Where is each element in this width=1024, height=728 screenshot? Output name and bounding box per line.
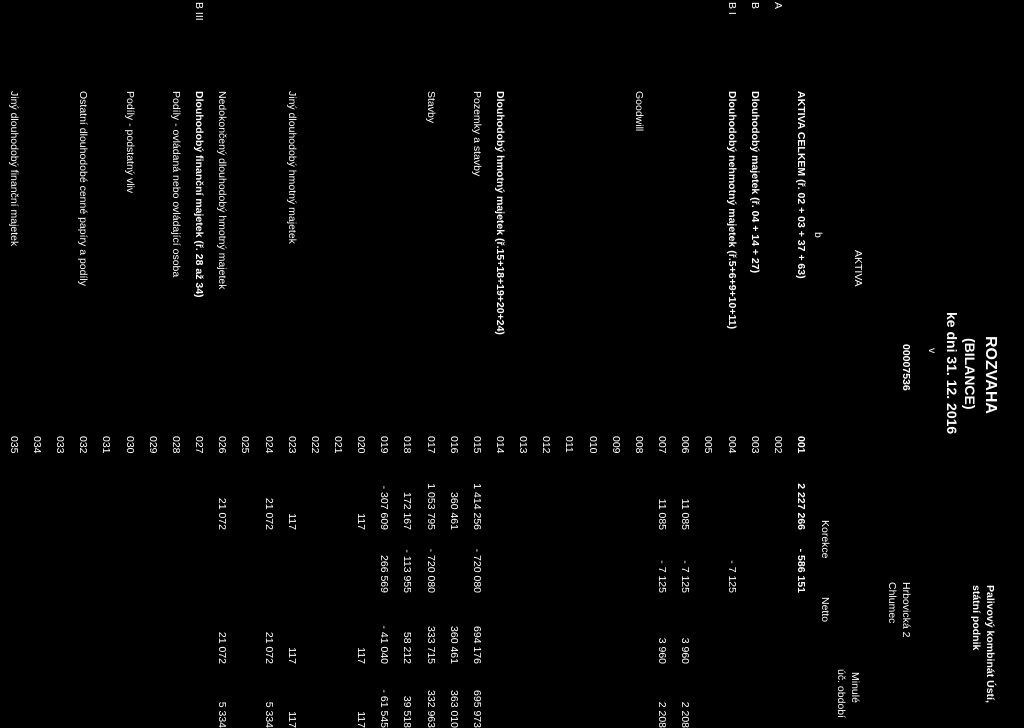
cell-row: 012 (540, 436, 552, 454)
cell-netto: - 41 040 (378, 625, 390, 664)
column-header-aktiva: AKTIVA (852, 250, 864, 287)
cell-row: 016 (448, 436, 460, 454)
cell-label: Ostatní dlouhodobé cenné papíry a podíly (77, 91, 89, 286)
cell-mark: B (749, 2, 761, 10)
cell-label: Pozemky a stavby (471, 91, 483, 177)
cell-netto: 21 072 (263, 631, 275, 664)
cell-minule: 117 (286, 711, 298, 728)
cell-korekce: 266 569 (378, 555, 390, 593)
cell-row: 033 (54, 436, 66, 454)
cell-label: Stavby (425, 91, 437, 124)
cell-row: 015 (471, 436, 483, 454)
company-name-line2: státní podnik (970, 585, 982, 651)
cell-minule: 117 (355, 711, 367, 728)
cell-netto: 58 212 (401, 631, 413, 664)
cell-mark: B III (193, 2, 205, 21)
cell-label: Jiný dlouhodobý hmotný majetek (286, 91, 298, 244)
cell-brutto: 117 (355, 513, 367, 530)
cell-label: Nedokončený dlouhodobý hmotný majetek (216, 91, 228, 290)
cell-minule: 332 963 (425, 690, 437, 728)
cell-row: 008 (633, 436, 645, 454)
cell-minule: 39 518 (401, 695, 413, 728)
column-header-minule-1: Minulé (849, 672, 861, 703)
cell-row: 013 (517, 436, 529, 454)
cell-minule: 363 010 (448, 690, 460, 728)
cell-brutto: 21 072 (263, 497, 275, 530)
cell-row: 025 (239, 436, 251, 454)
cell-row: 005 (702, 436, 714, 454)
cell-minule: 5 334 (216, 701, 228, 728)
cell-row: 022 (309, 436, 321, 454)
cell-brutto: - 307 609 (378, 485, 390, 530)
cell-row: 007 (656, 436, 668, 454)
units-label: v (926, 348, 938, 354)
cell-label: Jiný dlouhodobý finanční majetek (8, 91, 20, 247)
cell-netto: 3 960 (656, 637, 668, 664)
cell-korekce: - 7 125 (679, 560, 691, 593)
cell-label: Dlouhodobý nehmotný majetek (ř.5+6+9+10+11) (726, 91, 738, 330)
cell-row: 031 (100, 436, 112, 454)
cell-row: 026 (216, 436, 228, 454)
company-name-line1: Palivový kombinát Ústí, (984, 585, 996, 703)
document-date: ke dni 31. 12. 2016 (944, 312, 960, 435)
cell-brutto: 1 414 256 (471, 483, 483, 530)
cell-row: 004 (726, 436, 738, 454)
cell-brutto: 11 085 (679, 498, 691, 530)
column-header-netto: Netto (819, 597, 831, 623)
company-address-line1: Hrbovická 2 (900, 582, 912, 638)
company-address-line2: Chlumec (886, 582, 898, 624)
cell-netto: 21 072 (216, 631, 228, 664)
cell-row: 010 (587, 436, 599, 454)
cell-row: 018 (401, 436, 413, 454)
cell-row: 032 (77, 436, 89, 454)
cell-netto: 694 176 (471, 626, 483, 664)
cell-minule: - 61 545 (378, 689, 390, 728)
document-subtitle: (BILANCE) (962, 338, 978, 410)
cell-label: Goodwill (633, 91, 645, 132)
cell-row: 035 (8, 436, 20, 454)
cell-label: AKTIVA CELKEM (ř. 02 + 03 + 37 + 63) (795, 91, 807, 279)
cell-korekce: - 113 955 (401, 549, 413, 593)
cell-mark: B I (726, 2, 738, 15)
cell-minule: 5 334 (263, 701, 275, 728)
cell-mark: A (772, 2, 784, 10)
cell-netto: 3 960 (679, 637, 691, 664)
cell-brutto: 172 167 (401, 492, 413, 530)
cell-korekce: - 720 080 (471, 548, 483, 593)
cell-netto: 360 461 (448, 626, 460, 664)
cell-korekce: - 720 080 (425, 548, 437, 593)
cell-row: 024 (263, 436, 275, 454)
cell-minule: 2 208 (679, 701, 691, 728)
cell-netto: 117 (286, 647, 298, 664)
cell-netto: 333 715 (425, 626, 437, 664)
cell-label: Dlouhodobý finanční majetek (ř. 28 až 34) (193, 91, 205, 298)
cell-row: 003 (749, 436, 761, 454)
cell-row: 002 (772, 436, 784, 454)
cell-label: Dlouhodobý hmotný majetek (ř.15+18+19+20+24) (494, 91, 506, 335)
cell-row: 030 (124, 436, 136, 454)
cell-label: Podíly - podstatný vliv (124, 91, 136, 194)
cell-brutto: 1 053 795 (425, 483, 437, 530)
column-header-korekce: Korekce (819, 520, 831, 559)
company-id: 00007536 (900, 344, 912, 391)
cell-brutto: 11 085 (656, 498, 668, 530)
cell-minule: 695 973 (471, 690, 483, 728)
cell-korekce: - 586 151 (795, 548, 807, 593)
document-title: ROZVAHA (982, 336, 999, 414)
cell-row: 014 (494, 436, 506, 454)
cell-brutto: 117 (286, 513, 298, 530)
cell-row: 027 (193, 436, 205, 454)
cell-row: 028 (170, 436, 182, 454)
column-header-b: b (812, 232, 824, 238)
cell-brutto: 2 227 266 (795, 483, 807, 530)
cell-minule: 2 208 (656, 701, 668, 728)
cell-row: 034 (31, 436, 43, 454)
cell-row: 011 (563, 436, 575, 453)
cell-brutto: 360 461 (448, 492, 460, 530)
cell-brutto: 21 072 (216, 497, 228, 530)
cell-row: 019 (378, 436, 390, 454)
column-header-minule-2: úč. období (835, 669, 847, 719)
cell-korekce: - 7 125 (656, 560, 668, 593)
cell-row: 001 (795, 436, 807, 454)
cell-row: 020 (355, 436, 367, 454)
cell-label: Dlouhodobý majetek (ř. 04 + 14 + 27) (749, 91, 761, 274)
cell-label: Podíly - ovládaná nebo ovládající osoba (170, 91, 182, 278)
cell-row: 009 (610, 436, 622, 454)
cell-row: 017 (425, 436, 437, 454)
cell-row: 006 (679, 436, 691, 454)
cell-row: 021 (332, 436, 344, 454)
cell-netto: 117 (355, 647, 367, 664)
cell-row: 023 (286, 436, 298, 454)
cell-row: 029 (147, 436, 159, 454)
cell-korekce: - 7 125 (726, 560, 738, 593)
